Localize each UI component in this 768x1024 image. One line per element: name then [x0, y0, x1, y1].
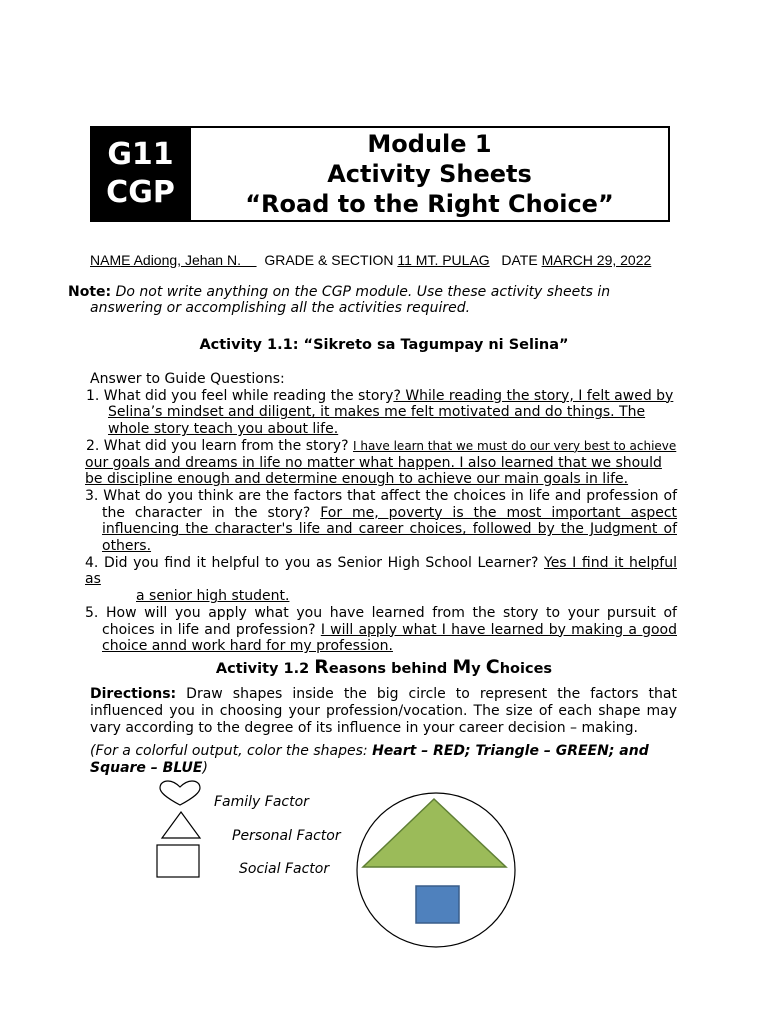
- answer-1: ? While reading the story, I felt awed by: [393, 387, 674, 404]
- question-2: [0, 438, 768, 455]
- activity-2-choices: hoices: [499, 661, 553, 677]
- activity-2-reasons: easons behind: [328, 661, 453, 677]
- module-title: [191, 128, 668, 220]
- answer-5-line-2: choice annd work hard for my profession.: [102, 638, 393, 655]
- answer-3-line-2: influencing the character's life and career choices, followed by the Judgment of: [102, 521, 677, 538]
- triangle-icon: [162, 812, 200, 838]
- name-label: NAME: [90, 252, 131, 268]
- title-line-2: Activity Sheets: [327, 160, 532, 188]
- answer-1-line-2: Selina’s mindset and diligent, it makes me felt motivated and do things. The: [108, 404, 646, 421]
- directions-label: Directions:: [90, 686, 177, 702]
- directions-text: Draw shapes inside the big circle to represent the factors that influenced you in choosing your profession/vocation. The size of each shape may vary according to the degree of its influence in your career decision – making.: [90, 686, 677, 736]
- date-label: DATE: [501, 252, 538, 268]
- title-line-1: Module 1: [367, 130, 492, 158]
- grade-badge: [92, 128, 191, 220]
- date-value: MARCH 29, 2022: [541, 252, 652, 268]
- grade-value: 11 MT. PULAG: [397, 252, 490, 268]
- color-instructions-suffix: ): [202, 760, 208, 776]
- heart-icon: [160, 781, 200, 805]
- answer-2-line-3: be discipline enough and determine enough to achieve our main goals in life.: [85, 471, 629, 488]
- name-value: Adiong, Jehan N.: [130, 252, 257, 268]
- legend-shapes: [155, 778, 207, 882]
- directions: [90, 686, 677, 737]
- activity-2-c: C: [485, 656, 500, 678]
- question-3-text: the character in the story?: [102, 504, 321, 521]
- badge-subject: CGP: [106, 175, 175, 210]
- color-instructions-bold: Heart – RED; Triangle – GREEN; and Square – BLUE: [90, 743, 649, 776]
- answer-4-line-2: a senior high student.: [136, 588, 290, 605]
- activity-2-prefix: Activity 1.2: [215, 661, 315, 677]
- answer-2: I have learn that we must do our very best to achieve: [352, 438, 677, 453]
- activity-1-title: Activity 1.1: “Sikreto sa Tagumpay ni Selina”: [199, 337, 569, 353]
- legend-social: Social Factor: [239, 861, 330, 877]
- blue-square: [416, 886, 459, 923]
- question-5-line-2: [102, 622, 677, 639]
- activity-2-r: R: [314, 656, 329, 678]
- question-3: 3. What do you think are the factors that affect the choices in life and profession of: [85, 487, 677, 504]
- activity-2-title: [0, 656, 768, 678]
- question-1-text: 1. What did you feel while reading the story: [86, 387, 394, 404]
- guide-questions: [0, 371, 768, 655]
- color-instructions-prefix: (For a colorful output, color the shapes:: [90, 743, 373, 759]
- question-2-text: 2. What did you learn from the story?: [86, 437, 353, 454]
- legend-family: Family Factor: [214, 794, 309, 810]
- badge-grade: G11: [107, 137, 174, 172]
- activity-2-my: y: [471, 661, 486, 677]
- question-3-line-2: [102, 505, 677, 522]
- answer-1-line-3: whole story teach you about life.: [108, 421, 339, 438]
- note-text-2: answering or accomplishing all the activities required.: [90, 300, 471, 316]
- answer-3-line-3: others.: [102, 538, 152, 555]
- answer-5: I will apply what I have learned by making a good: [320, 621, 677, 638]
- question-1: [0, 388, 768, 405]
- square-icon: [157, 845, 199, 877]
- answer-2-line-2: our goals and dreams in life no matter what happen. I also learned that we should: [85, 454, 662, 471]
- question-4-text: 4. Did you find it helpful to you as Senior High School Learner?: [85, 554, 544, 571]
- module-header: [90, 126, 670, 222]
- question-5-text: choices in life and profession?: [102, 621, 321, 638]
- title-line-3: “Road to the Right Choice”: [245, 190, 614, 218]
- guide-intro: Answer to Guide Questions:: [90, 371, 285, 387]
- big-circle-drawing: [352, 792, 520, 954]
- note: [68, 284, 678, 316]
- grade-label: GRADE & SECTION: [264, 252, 394, 268]
- activity-2-m: M: [452, 656, 472, 678]
- answer-3: For me, poverty is the most important aspect: [320, 504, 678, 521]
- question-5: 5. How will you apply what you have learned from the story to your pursuit of: [85, 604, 677, 621]
- legend-personal: Personal Factor: [232, 828, 341, 844]
- question-4: [85, 555, 677, 588]
- note-label: Note:: [68, 284, 112, 300]
- color-instructions: [90, 743, 677, 777]
- answer-4: Yes I find it helpful as: [85, 554, 677, 588]
- note-text-1: Do not write anything on the CGP module. Use these activity sheets in: [115, 284, 611, 300]
- student-info: [90, 252, 651, 268]
